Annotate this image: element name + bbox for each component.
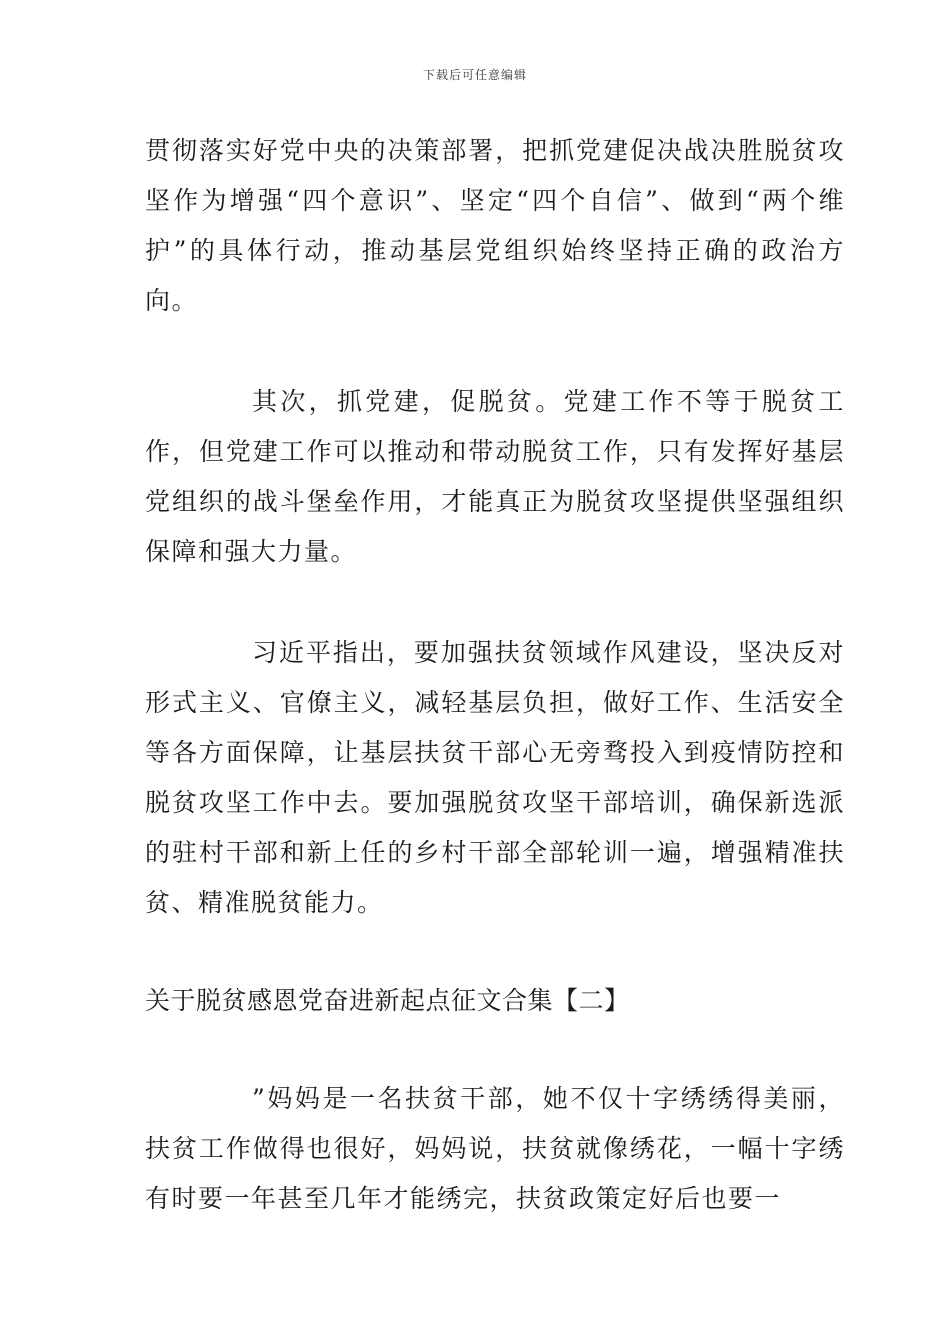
paragraph-spacer	[145, 577, 845, 628]
document-body	[145, 126, 845, 1224]
section-title: 关于脱贫感恩党奋进新起点征文合集【二】	[145, 986, 630, 1015]
section-paragraph-1: ”妈妈是一名扶贫干部，她不仅十字绣绣得美丽，扶贫工作做得也很好，妈妈说，扶贫就像绣花，一幅十字绣有时要一年甚至几年才能绣完，扶贫政策定好后也要一	[145, 1084, 845, 1213]
paragraph-spacer	[145, 1026, 845, 1074]
paragraph-spacer	[145, 326, 845, 377]
page-header: 下载后可任意编辑	[422, 68, 527, 82]
paragraph-2: 其次，抓党建，促脱贫。党建工作不等于脱贫工作，但党建工作可以推动和带动脱贫工作，只有发挥好基层党组织的战斗堡垒作用，才能真正为脱贫攻坚提供坚强组织保障和强大力量。	[145, 387, 845, 566]
paragraph-1: 贯彻落实好党中央的决策部署，把抓党建促决战决胜脱贫攻坚作为增强“四个意识”、坚定“四个自信”、做到“两个维护”的具体行动，推动基层党组织始终坚持正确的政治方向。	[145, 136, 845, 315]
paragraph-spacer	[145, 928, 845, 976]
paragraph-3: 习近平指出，要加强扶贫领域作风建设，坚决反对形式主义、官僚主义，减轻基层负担，做好工作、生活安全等各方面保障，让基层扶贫干部心无旁骛投入到疫情防控和脱贫攻坚工作中去。要加强脱贫攻坚干部培训，确保新选派的驻村干部和新上任的乡村干部全部轮训一遍，增强精准扶贫、精准脱贫能力。	[145, 638, 845, 917]
